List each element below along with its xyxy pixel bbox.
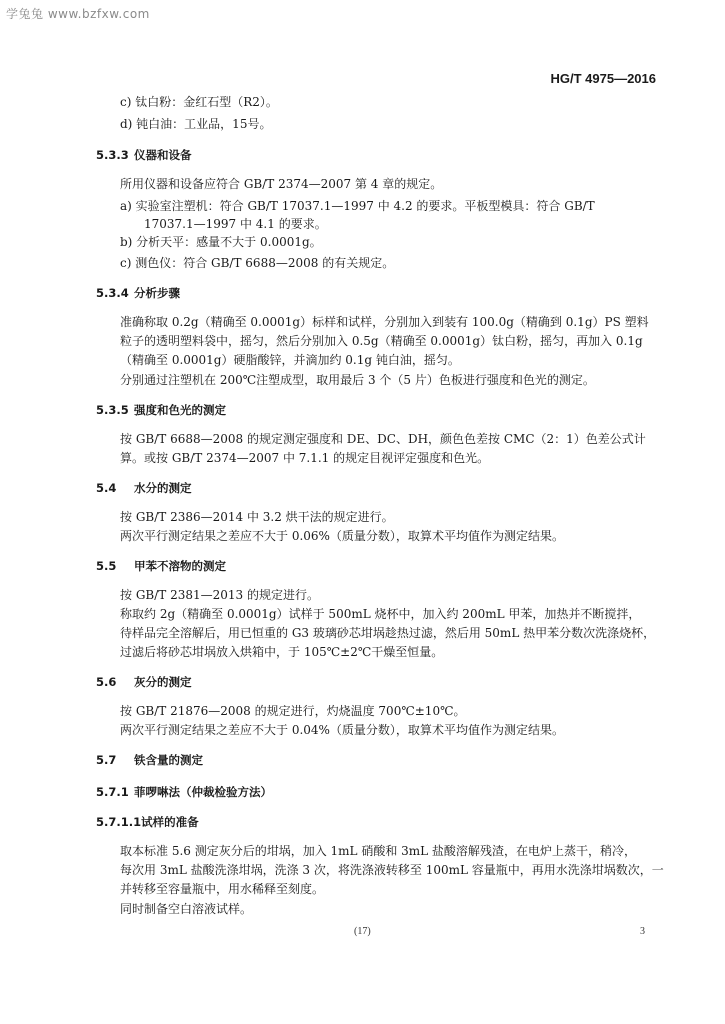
page-footer-center: (17) bbox=[354, 926, 371, 937]
section-number: 5.7.1 bbox=[96, 785, 129, 799]
section-number: 5.6 bbox=[96, 675, 117, 689]
section-title: 灰分的测定 bbox=[134, 675, 192, 689]
body-text-line: 算。或按 GB/T 2374—2007 中 7.1.1 的规定目视评定强度和色光。 bbox=[120, 451, 490, 465]
page-number: 3 bbox=[640, 926, 645, 937]
section-heading bbox=[96, 814, 199, 830]
section-heading bbox=[96, 558, 226, 574]
body-text-line: 两次平行测定结果之差应不大于 0.04%（质量分数），取算术平均值作为测定结果。 bbox=[120, 723, 564, 737]
body-text-line: 粒子的透明塑料袋中，摇匀，然后分别加入 0.5g（精确至 0.0001g）钛白粉，摇匀，再加入 0.1g bbox=[120, 334, 643, 348]
body-text-line: 两次平行测定结果之差应不大于 0.06%（质量分数），取算术平均值作为测定结果。 bbox=[120, 529, 564, 543]
section-title: 强度和色光的测定 bbox=[134, 403, 226, 417]
section-number: 5.7 bbox=[96, 753, 117, 767]
body-text-line: 并转移至容量瓶中，用水稀释至刻度。 bbox=[120, 882, 325, 896]
section-heading bbox=[96, 480, 192, 496]
body-text-line: （精确至 0.0001g）硬脂酸锌，并滴加约 0.1g 钝白油，摇匀。 bbox=[120, 353, 460, 367]
body-text-line: d) 钝白油：工业品，15号。 bbox=[120, 117, 272, 131]
section-title: 菲啰啉法（仲裁检验方法） bbox=[134, 785, 272, 799]
section-title: 铁含量的测定 bbox=[134, 753, 203, 767]
body-text-line: 所用仪器和设备应符合 GB/T 2374—2007 第 4 章的规定。 bbox=[120, 177, 443, 191]
section-number: 5.3.3 bbox=[96, 148, 129, 162]
body-text-line: 过滤后将砂芯坩埚放入烘箱中，于 105℃±2℃干燥至恒量。 bbox=[120, 645, 444, 659]
section-number: 5.7.1.1 bbox=[96, 815, 142, 829]
watermark: 学兔兔 www.bzfxw.com bbox=[6, 7, 150, 21]
body-text-line: 按 GB/T 6688—2008 的规定测定强度和 DE、DC、DH，颜色色差按 CMC（2：1）色差公式计 bbox=[120, 432, 646, 446]
body-text-line: 称取约 2g（精确至 0.0001g）试样于 500mL 烧杯中，加入约 200mL 甲苯，加热并不断搅拌， bbox=[120, 607, 641, 621]
body-text-line: 17037.1—1997 中 4.1 的要求。 bbox=[144, 217, 327, 231]
body-text-line: c) 钛白粉：金红石型（R2）。 bbox=[120, 95, 278, 109]
body-text-line: 同时制备空白溶液试样。 bbox=[120, 902, 253, 916]
section-title: 仪器和设备 bbox=[134, 148, 192, 162]
section-heading bbox=[96, 674, 192, 690]
body-text-line: b) 分析天平：感量不大于 0.0001g。 bbox=[120, 235, 322, 249]
section-title: 试样的准备 bbox=[141, 815, 199, 829]
section-number: 5.3.5 bbox=[96, 403, 129, 417]
body-text-line: a) 实验室注塑机：符合 GB/T 17037.1—1997 中 4.2 的要求。平板型模具：符合 GB/T bbox=[120, 199, 595, 213]
body-text-line: 分别通过注塑机在 200℃注塑成型，取用最后 3 个（5 片）色板进行强度和色光的测定。 bbox=[120, 373, 595, 387]
body-text-line: c) 测色仪：符合 GB/T 6688—2008 的有关规定。 bbox=[120, 256, 395, 270]
body-text-line: 准确称取 0.2g（精确至 0.0001g）标样和试样，分别加入到装有 100.0g（精确到 0.1g）PS 塑料 bbox=[120, 315, 649, 329]
body-text-line: 每次用 3mL 盐酸洗涤坩埚，洗涤 3 次，将洗涤液转移至 100mL 容量瓶中，再用水洗涤坩埚数次，一 bbox=[120, 863, 664, 877]
section-heading bbox=[96, 752, 203, 768]
section-title: 分析步骤 bbox=[134, 286, 180, 300]
body-text-line: 待样品完全溶解后，用已恒重的 G3 玻璃砂芯坩埚趁热过滤，然后用 50mL 热甲苯分数次洗涤烧杯， bbox=[120, 626, 656, 640]
section-heading bbox=[96, 147, 192, 163]
section-heading bbox=[96, 784, 272, 800]
section-heading bbox=[96, 285, 180, 301]
section-title: 甲苯不溶物的测定 bbox=[134, 559, 226, 573]
standard-number: HG/T 4975—2016 bbox=[550, 71, 656, 86]
section-number: 5.4 bbox=[96, 481, 117, 495]
section-heading bbox=[96, 402, 226, 418]
body-text-line: 按 GB/T 21876—2008 的规定进行，灼烧温度 700℃±10℃。 bbox=[120, 704, 466, 718]
section-number: 5.5 bbox=[96, 559, 117, 573]
body-text-line: 按 GB/T 2381—2013 的规定进行。 bbox=[120, 588, 319, 602]
section-number: 5.3.4 bbox=[96, 286, 129, 300]
body-text-line: 按 GB/T 2386—2014 中 3.2 烘干法的规定进行。 bbox=[120, 510, 394, 524]
section-title: 水分的测定 bbox=[134, 481, 192, 495]
body-text-line: 取本标准 5.6 测定灰分后的坩埚，加入 1mL 硝酸和 3mL 盐酸溶解残渣，在电炉上蒸干，稍冷， bbox=[120, 844, 636, 858]
